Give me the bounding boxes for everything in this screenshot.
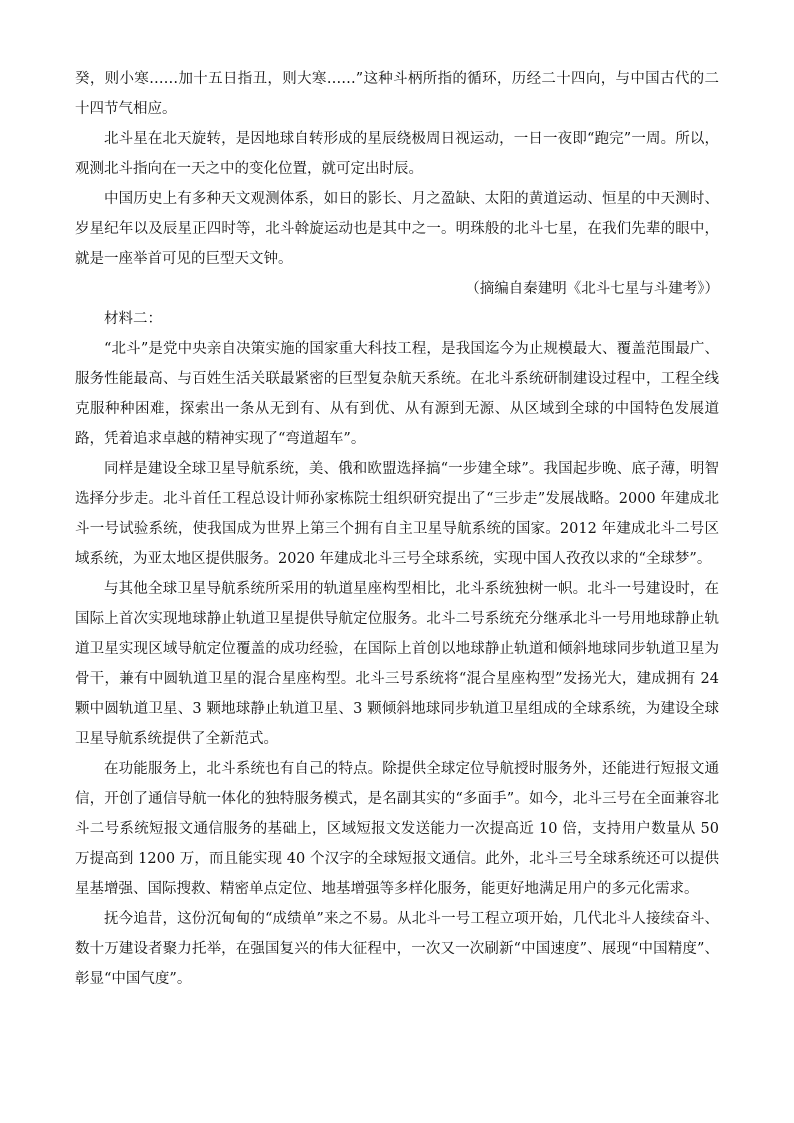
paragraph: 中国历史上有多种天文观测体系，如日的影长、月之盈缺、太阳的黄道运动、恒星的中天测时、岁星纪年以及辰星正四时等，北斗斡旋运动也是其中之一。明珠般的北斗七星，在我们先辈的眼中，就是一座举首可见的巨型天文钟。: [75, 191, 719, 267]
material-heading: 材料二：: [104, 311, 162, 327]
source-citation: （摘编自秦建明《北斗七星与斗建考》）: [465, 281, 719, 297]
paragraph: 北斗星在北天旋转，是因地球自转形成的星辰绕极周日视运动，一日一夜即“跑完”一周。所以，观测北斗指向在一天之中的变化位置，就可定出时辰。: [75, 131, 719, 177]
paragraph: 癸，则小寒……加十五日指丑，则大寒……”这种斗柄所指的循环，历经二十四向，与中国古代的二十四节气相应。: [75, 71, 719, 117]
paragraph: 在功能服务上，北斗系统也有自己的特点。除提供全球定位导航授时服务外，还能进行短报文通信，开创了通信导航一体化的独特服务模式，是名副其实的“多面手”。如今，北斗三号在全面兼容北斗二号系统短报文通信服务的基础上，区域短报文发送能力一次提高近 10 倍，支持用户数量从 50 万提高到 1200 万，而且能实现 40 个汉字的全球短报文通信。此外，北斗三号全球系统还可以提供星基增强、国际搜救、精密单点定位、地基增强等多样化服务，能更好地满足用户的多元化需求。: [75, 761, 719, 897]
paragraph: 抚今追昔，这份沉甸甸的“成绩单”来之不易。从北斗一号工程立项开始，几代北斗人接续奋斗、数十万建设者聚力托举，在强国复兴的伟大征程中，一次又一次刷新“中国速度”、展现“中国精度”、彰显“中国气度”。: [75, 911, 719, 987]
paragraph: 同样是建设全球卫星导航系统，美、俄和欧盟选择搞“一步建全球”。我国起步晚、底子薄，明智选择分步走。北斗首任工程总设计师孙家栋院士组织研究提出了“三步走”发展战略。2000 年建成北斗一号试验系统，使我国成为世界上第三个拥有自主卫星导航系统的国家。2012 年建成北斗二号区域系统，为亚太地区提供服务。2020 年建成北斗三号全球系统，实现中国人孜孜以求的“全球梦”。: [75, 461, 719, 567]
paragraph: “北斗”是党中央亲自决策实施的国家重大科技工程，是我国迄今为止规模最大、覆盖范围最广、服务性能最高、与百姓生活关联最紧密的巨型复杂航天系统。在北斗系统研制建设过程中，工程全线克服种种困难，探索出一条从无到有、从有到优、从有源到无源、从区域到全球的中国特色发展道路，凭着追求卓越的精神实现了“弯道超车”。: [75, 341, 719, 447]
document-page: [75, 64, 719, 994]
paragraph: 与其他全球卫星导航系统所采用的轨道星座构型相比，北斗系统独树一帜。北斗一号建设时，在国际上首次实现地球静止轨道卫星提供导航定位服务。北斗二号系统充分继承北斗一号用地球静止轨道卫星实现区域导航定位覆盖的成功经验，在国际上首创以地球静止轨道和倾斜地球同步轨道卫星为骨干，兼有中圆轨道卫星的混合星座构型。北斗三号系统将“混合星座构型”发扬光大，建成拥有 24 颗中圆轨道卫星、3 颗地球静止轨道卫星、3 颗倾斜地球同步轨道卫星组成的全球系统，为建设全球卫星导航系统提供了全新范式。: [75, 581, 719, 747]
